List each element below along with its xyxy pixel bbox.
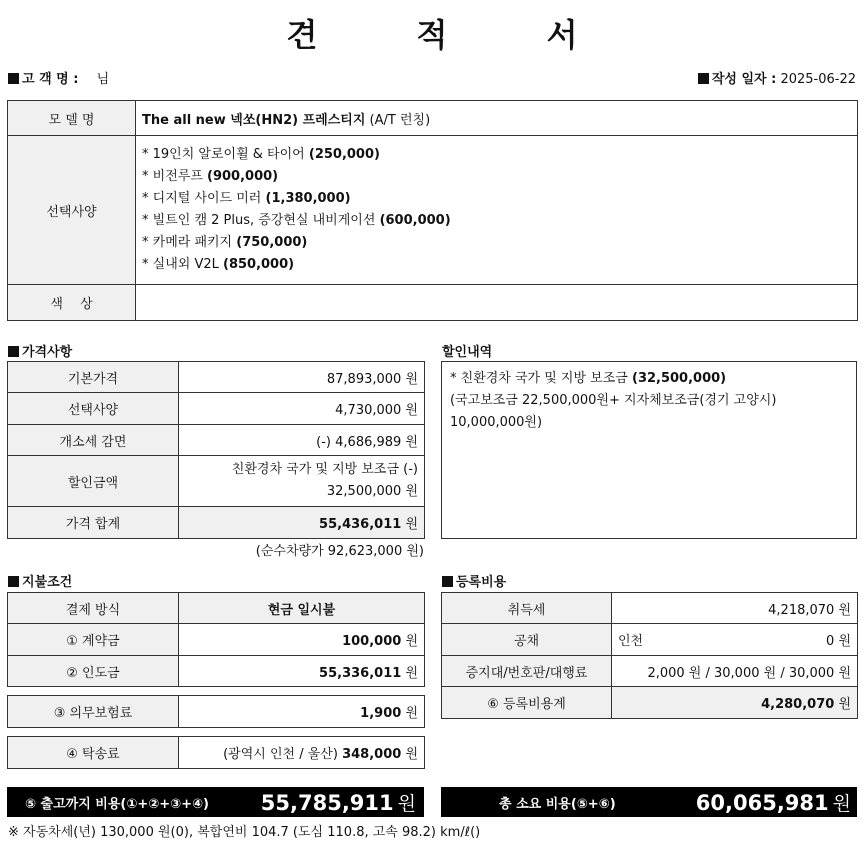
options-row [8,136,858,285]
square-bullet-icon [698,73,709,84]
date-value: 2025-06-22 [780,72,856,87]
option-price-label: 선택사양 [8,393,179,425]
insurance-table [7,695,425,728]
release-cost-amount: 55,785,911 원 [260,790,416,815]
model-sub: (A/T 런칭) [369,112,431,128]
option-item: * 카메라 패키지 (750,000) [142,235,308,250]
price-total-row [8,507,425,539]
base-price-value: 87,893,000 원 [179,362,425,393]
bond-value: 0 원 [700,624,858,656]
reg-sum-row [442,687,858,719]
payment-table [7,592,425,687]
discount-line: 10,000,000원) [450,415,543,430]
customer-suffix: 님 [96,72,110,87]
reg-sum-value: 4,280,070 원 [612,687,858,719]
customer-line [8,68,109,87]
base-price-row [8,362,425,393]
bond-row [442,624,858,656]
discount-section-title: 할인내역 [442,345,493,360]
discount-line: (국고보조금 22,500,000원+ 지자체보조금(경기 고양시) [450,393,777,408]
square-bullet-icon [8,73,19,84]
model-row [8,101,858,136]
option-price-value: 4,730,000 원 [179,393,425,425]
price-section-title: 가격사항 [8,341,72,360]
deposit-label: ① 계약금 [8,624,179,656]
square-bullet-icon [8,346,19,357]
delivery-row [8,656,425,687]
date-line [698,68,856,87]
price-total-label: 가격 합계 [8,507,179,539]
method-value: 현금 일시불 [179,593,425,624]
discount-row [8,456,425,507]
date-label: 작성 일자 : [711,72,777,87]
option-item: * 19인치 알로이휠 & 타이어 (250,000) [142,147,380,162]
stamp-value: 2,000 원 / 30,000 원 / 30,000 원 [612,656,858,687]
stamp-row [442,656,858,687]
method-label: 결제 방식 [8,593,179,624]
release-cost-label: ⑤ 출고까지 비용(①+②+③+④) [25,796,209,812]
bond-label: 공채 [442,624,612,656]
model-table [7,100,858,321]
model-name-cell [136,101,858,136]
deposit-value: 100,000 원 [179,624,425,656]
model-label: 모 델 명 [8,101,136,136]
registration-table [441,592,858,719]
shipping-label: ④ 탁송료 [8,737,179,769]
shipping-value: (광역시 인천 / 울산) 348,000 원 [179,737,425,769]
insurance-value: 1,900 원 [179,696,425,728]
acq-value: 4,218,070 원 [612,593,858,624]
deposit-row [8,624,425,656]
discount-value: 친환경차 국가 및 지방 보조금 (-) 32,500,000 원 [179,456,425,507]
color-value [136,285,858,321]
model-name: The all new 넥쏘(HN2) 프레스티지 [142,112,366,128]
insurance-label: ③ 의무보험료 [8,696,179,728]
release-cost-bar [7,787,424,817]
options-label: 선택사양 [8,136,136,285]
customer-label: 고 객 명 : [22,72,79,87]
discount-label: 할인금액 [8,456,179,507]
bond-region: 인천 [612,624,700,656]
tax-label: 개소세 감면 [8,425,179,456]
method-row [8,593,425,624]
net-price-note: (순수차량가 92,623,000 원) [255,544,424,559]
stamp-label: 증지대/번호판/대행료 [442,656,612,687]
payment-section-title: 지불조건 [8,571,72,590]
total-cost-bar [441,787,857,817]
document-title: 견 적 서 [286,16,622,54]
reg-sum-label: ⑥ 등록비용계 [442,687,612,719]
color-label: 색 상 [8,285,136,321]
options-list [142,144,851,276]
price-table [7,361,425,539]
option-item: * 비전루프 (900,000) [142,169,279,184]
tax-value: (-) 4,686,989 원 [179,425,425,456]
base-price-label: 기본가격 [8,362,179,393]
color-row [8,285,858,321]
discount-line: * 친환경차 국가 및 지방 보조금 (32,500,000) [450,371,727,386]
acq-row [442,593,858,624]
acq-label: 취득세 [442,593,612,624]
square-bullet-icon [442,576,453,587]
option-item: * 빌트인 캠 2 Plus, 증강현실 내비게이션 (600,000) [142,213,451,228]
option-price-row [8,393,425,425]
price-total-value: 55,436,011 원 [179,507,425,539]
discount-details-box [441,361,857,539]
registration-section-title: 등록비용 [442,571,506,590]
delivery-label: ② 인도금 [8,656,179,687]
square-bullet-icon [8,576,19,587]
options-cell [136,136,858,285]
option-item: * 실내외 V2L (850,000) [142,257,295,272]
tax-row [8,425,425,456]
total-cost-label: 총 소요 비용(⑤+⑥) [499,796,616,812]
delivery-value: 55,336,011 원 [179,656,425,687]
shipping-row [8,737,425,769]
insurance-row [8,696,425,728]
shipping-table [7,736,425,769]
total-cost-amount: 60,065,981 원 [695,790,851,815]
footnote: ※ 자동차세(년) 130,000 원(0), 복합연비 104.7 (도심 110.8, 고속 98.2) km/ℓ() [8,825,481,840]
option-item: * 디지털 사이드 미러 (1,380,000) [142,191,351,206]
